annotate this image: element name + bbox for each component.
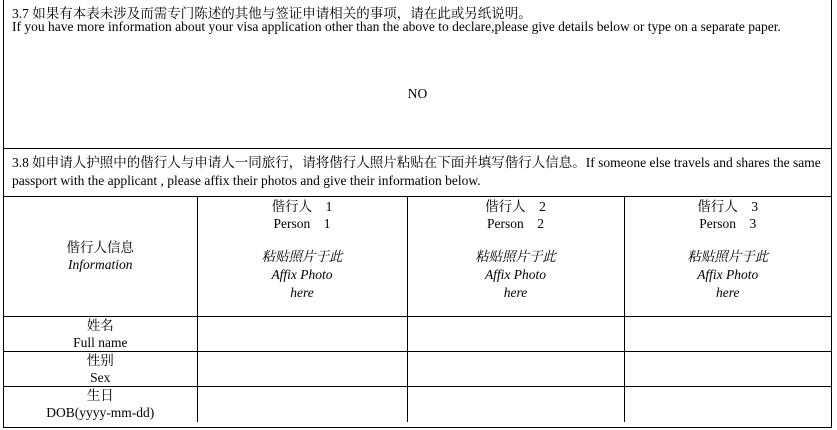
info-header-cell (4, 196, 197, 317)
person-2-dob-field[interactable] (407, 387, 624, 422)
table-row-sex (4, 352, 831, 387)
person-2-photo-en: Affix Photo (484, 267, 547, 282)
person-1-sex-field[interactable] (197, 352, 407, 387)
visa-form-section (3, 0, 832, 428)
person-1-label-zh: 偕行人 1 (271, 199, 333, 214)
person-1-full-name-field[interactable] (197, 317, 407, 352)
person-2-label-en: Person 2 (487, 216, 544, 231)
person-3-dob-field[interactable] (624, 387, 831, 422)
table-row-full-name (4, 317, 831, 352)
companion-table (4, 196, 831, 422)
question-3-7-zh: 3.7 如果有本表未涉及而需专门陈述的其他与签证申请相关的事项，请在此或另纸说明。 (12, 6, 532, 21)
info-label-zh: 偕行人信息 (66, 240, 134, 255)
row-label-zh: 性别 (86, 353, 114, 368)
row-label-zh: 生日 (86, 388, 114, 404)
question-3-7-en: If you have more information about your visa application other than the above to declare,please give details below or type on a separate paper. (12, 19, 781, 34)
person-2-photo-cell[interactable] (407, 196, 624, 317)
person-2-full-name-field[interactable] (407, 317, 624, 352)
answer-3-7[interactable]: NO (407, 86, 428, 101)
person-1-photo-cell[interactable] (197, 196, 407, 317)
row-label-en: Sex (90, 370, 111, 385)
table-row-dob (4, 387, 831, 422)
row-label-sex (4, 352, 197, 387)
person-3-photo-en: Affix Photo (697, 267, 759, 282)
row-label-dob (4, 387, 197, 422)
person-1-dob-field[interactable] (197, 387, 407, 422)
person-3-photo-here: here (716, 285, 740, 300)
section-3-8 (4, 148, 831, 197)
row-label-en: DOB(yyyy-mm-dd) (46, 405, 155, 421)
row-label-full-name (4, 317, 197, 352)
person-1-photo-here: here (290, 285, 314, 300)
person-2-label-zh: 偕行人 2 (485, 199, 546, 214)
person-2-photo-zh: 粘贴照片于此 (475, 249, 556, 264)
person-3-sex-field[interactable] (624, 352, 831, 387)
person-3-full-name-field[interactable] (624, 317, 831, 352)
person-1-photo-zh: 粘贴照片于此 (261, 249, 343, 264)
person-3-label-zh: 偕行人 3 (697, 199, 759, 214)
row-label-zh: 姓名 (86, 318, 114, 333)
person-2-sex-field[interactable] (407, 352, 624, 387)
info-label-en: Information (67, 257, 133, 272)
row-label-en: Full name (73, 335, 128, 350)
person-3-photo-zh: 粘贴照片于此 (687, 249, 769, 264)
question-3-8: 3.8 如申请人护照中的偕行人与申请人一同旅行，请将偕行人照片粘贴在下面并填写偕行人信息。If someone else travels and shares the same passport with the applicant , please affix their photos and give their information below. (12, 155, 821, 188)
person-1-label-en: Person 1 (273, 216, 331, 231)
person-3-label-en: Person 3 (699, 216, 757, 231)
section-3-7 (4, 0, 831, 149)
person-1-photo-en: Affix Photo (271, 267, 333, 282)
person-2-photo-here: here (503, 285, 528, 300)
person-3-photo-cell[interactable] (624, 196, 831, 317)
